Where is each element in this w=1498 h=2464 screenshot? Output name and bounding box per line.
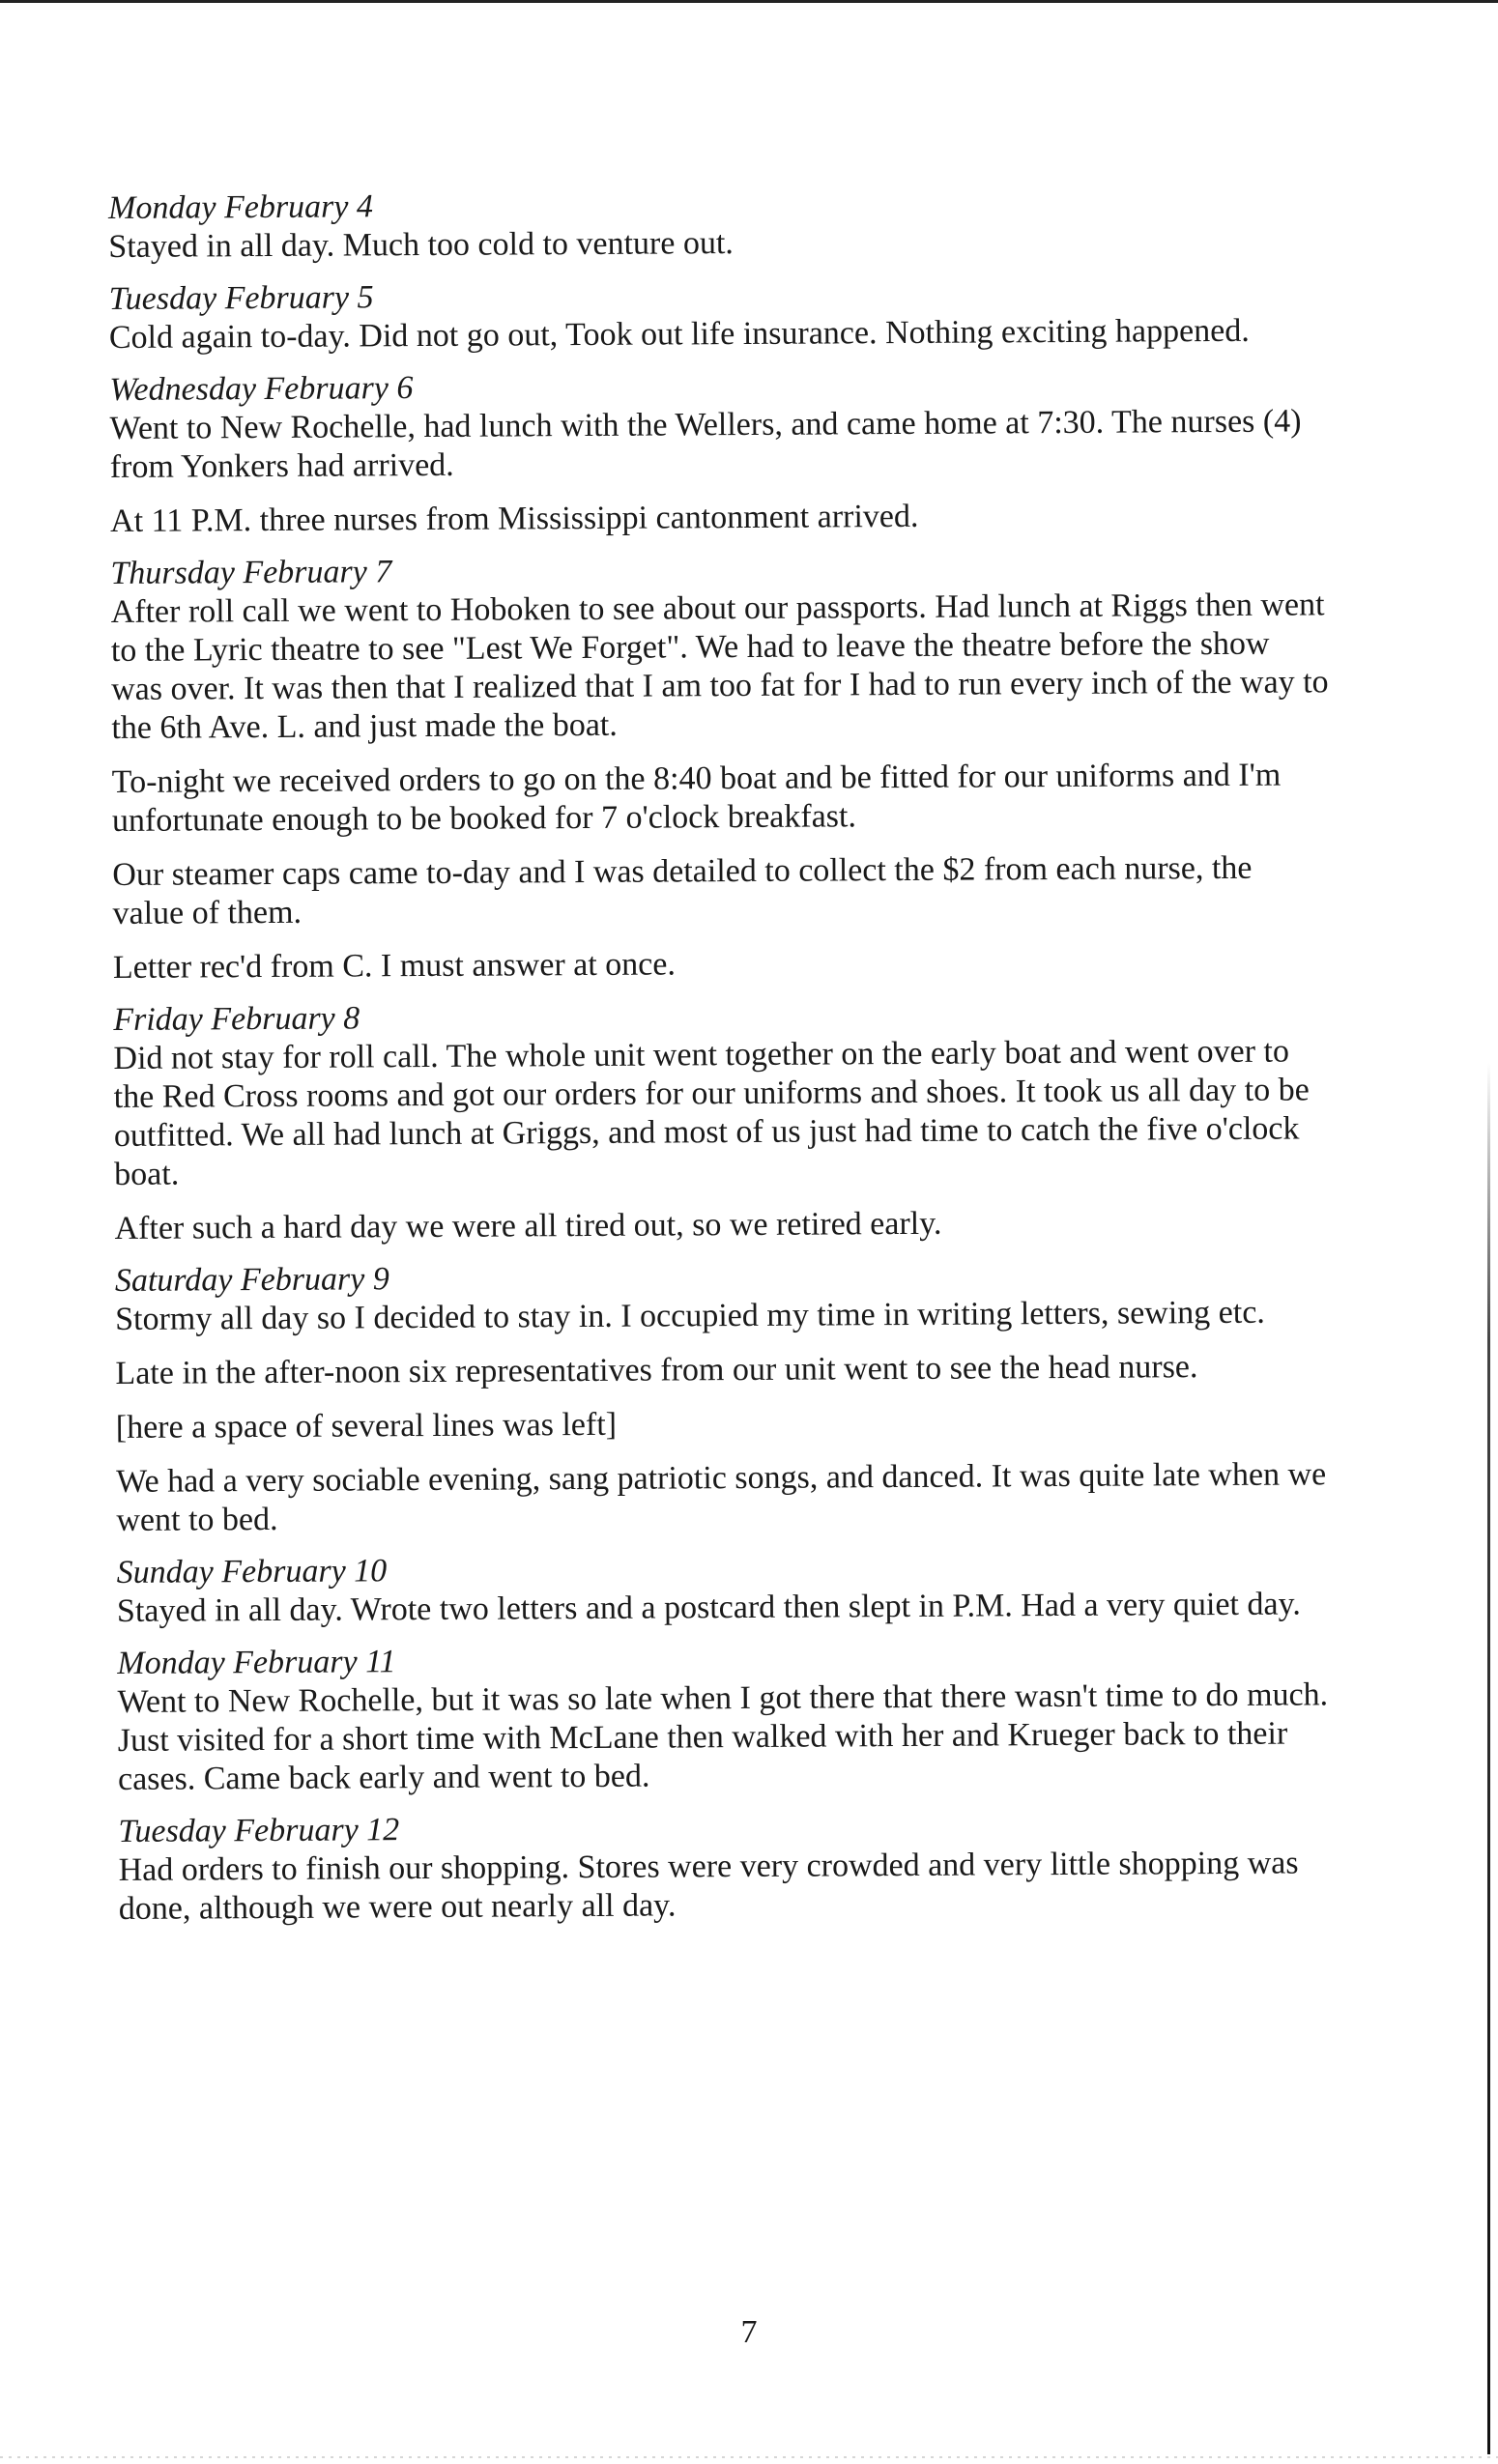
- entry-paragraph: Cold again to-day. Did not go out, Took out life insurance. Nothing exciting happened.: [108, 312, 1250, 356]
- diary-entry: [117, 1637, 1336, 1799]
- entry-date: Friday February 8: [113, 1000, 360, 1038]
- entry-date: Monday February 11: [117, 1644, 396, 1681]
- scan-top-edge: [0, 0, 1498, 3]
- entry-date: Wednesday February 6: [109, 370, 414, 408]
- entry-paragraph: Went to New Rochelle, but it was so late when I got there that there wasn't time to do much. Just visited for a short time with McLane then walked with her and Krueger back to their cases. Came back early and went to bed.: [117, 1676, 1329, 1797]
- entry-date: Thursday February 7: [110, 554, 392, 591]
- diary-entry: [115, 1254, 1335, 1540]
- entry-paragraph: Letter rec'd from C. I must answer at once.: [112, 946, 677, 986]
- entry-paragraph: [here a space of several lines was left]: [115, 1406, 618, 1446]
- entry-paragraph: Late in the after-noon six representatives from our unit went to see the head nurse.: [115, 1349, 1198, 1391]
- diary-entry: [109, 272, 1327, 358]
- diary-entry: [117, 1546, 1335, 1631]
- diary-entry: [109, 363, 1328, 541]
- entry-date: Sunday February 10: [116, 1553, 388, 1590]
- scan-bottom-edge: [0, 2456, 1498, 2458]
- diary-entry: [113, 993, 1333, 1248]
- entry-paragraph: Stayed in all day. Much too cold to venture out.: [108, 225, 734, 265]
- entry-paragraph: Stayed in all day. Wrote two letters and a postcard then slept in P.M. Had a very quiet day.: [116, 1586, 1301, 1629]
- diary-entry: [108, 182, 1326, 267]
- page-number: 7: [740, 2314, 758, 2350]
- entry-paragraph: Stormy all day so I decided to stay in. I occupied my time in writing letters, sewing etc.: [115, 1294, 1265, 1337]
- entry-paragraph: Did not stay for roll call. The whole unit went together on the early boat and went over to the Red Cross rooms and got our orders for our uniforms and shoes. It took us all day to be outfitted. We all had lunch at Griggs, and most of us just had time to catch the five o'clock boat.: [113, 1033, 1310, 1192]
- entry-paragraph: At 11 P.M. three nurses from Mississippi cantonment arrived.: [109, 498, 919, 539]
- entry-paragraph: After roll call we went to Hoboken to see about our passports. Had lunch at Riggs then went to the Lyric theatre to see "Lest We Forget". We had to leave the theatre before the show was over. It was then that I realized that I am too fat for I had to run every inch of the way to the 6th Ave. L. and just made the boat.: [110, 587, 1329, 746]
- entry-paragraph: Had orders to finish our shopping. Stores were very crowded and very little shopping was done, although we were out nearly all day.: [118, 1845, 1299, 1927]
- scan-right-edge: [1487, 1063, 1490, 2454]
- entry-date: Saturday February 9: [114, 1261, 389, 1299]
- diary-page-body: [108, 182, 1337, 1942]
- entry-paragraph: Our steamer caps came to-day and I was detailed to collect the $2 from each nurse, the value of them.: [112, 849, 1253, 931]
- diary-entry: [118, 1805, 1337, 1929]
- entry-date: Tuesday February 12: [118, 1812, 400, 1849]
- entry-date: Tuesday February 5: [108, 279, 374, 317]
- entry-paragraph: After such a hard day we were all tired out, so we retired early.: [114, 1205, 942, 1246]
- entry-paragraph: Went to New Rochelle, had lunch with the Wellers, and came home at 7:30. The nurses (4) from Yonkers had arrived.: [109, 403, 1302, 485]
- entry-paragraph: We had a very sociable evening, sang patriotic songs, and danced. It was quite late when we went to bed.: [116, 1456, 1327, 1538]
- diary-entry: [110, 547, 1331, 988]
- entry-date: Monday February 4: [108, 188, 374, 226]
- entry-paragraph: To-night we received orders to go on the 8:40 boat and be fitted for our uniforms and I'm unfortunate enough to be booked for 7 o'clock breakfast.: [111, 757, 1282, 839]
